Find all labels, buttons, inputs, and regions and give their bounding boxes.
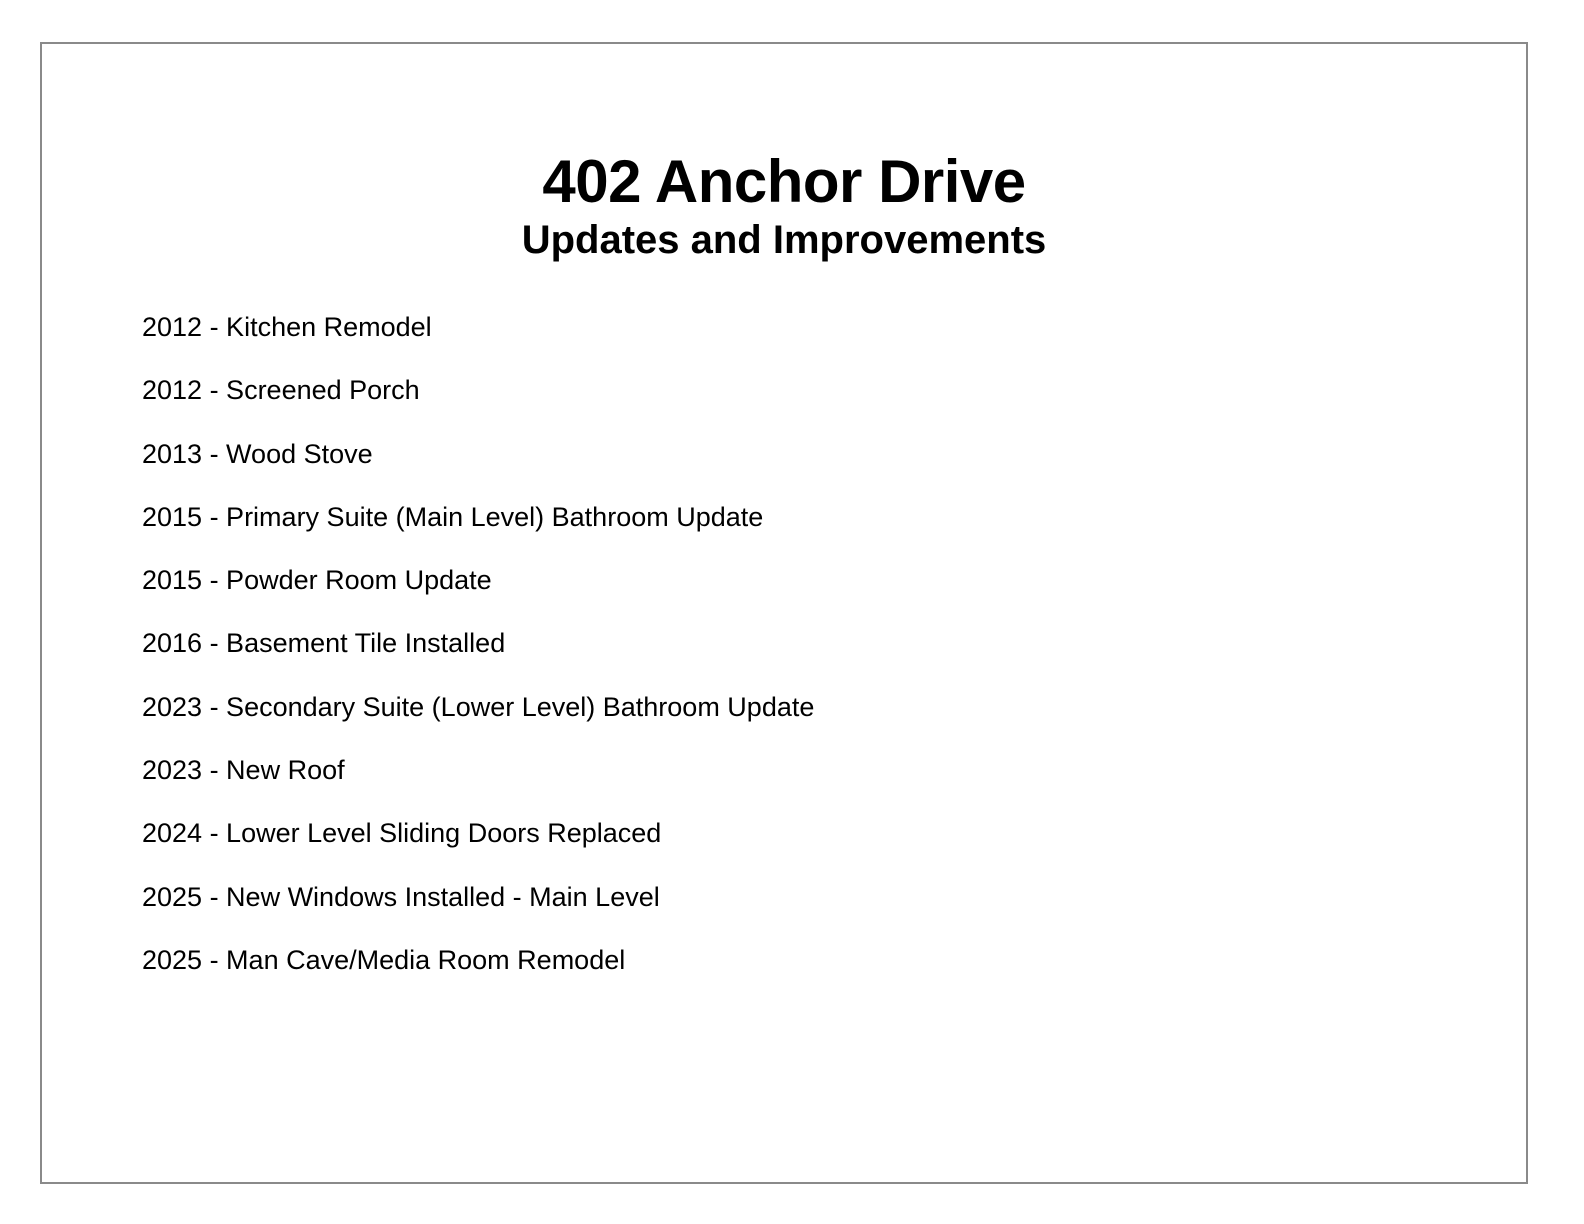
list-item: 2012 - Kitchen Remodel: [142, 312, 432, 342]
list-item: 2015 - Primary Suite (Main Level) Bathroom Update: [142, 501, 764, 532]
list-item: 2025 - New Windows Installed - Main Level: [142, 881, 660, 912]
list-item: 2013 - Wood Stove: [142, 438, 373, 469]
list-item: 2024 - Lower Level Sliding Doors Replaced: [142, 818, 662, 849]
list-item: 2016 - Basement Tile Installed: [142, 628, 506, 659]
page-subtitle: Updates and Improvements: [521, 218, 1047, 262]
list-item: 2025 - Man Cave/Media Room Remodel: [142, 944, 626, 975]
list-item: 2023 - New Roof: [142, 755, 345, 786]
list-item: 2012 - Screened Porch: [142, 375, 420, 406]
list-item: 2023 - Secondary Suite (Lower Level) Bathroom Update: [142, 691, 815, 722]
list-item: 2015 - Powder Room Update: [142, 565, 492, 596]
improvements-list: [142, 308, 814, 1004]
page-title: 402 Anchor Drive: [542, 148, 1026, 215]
